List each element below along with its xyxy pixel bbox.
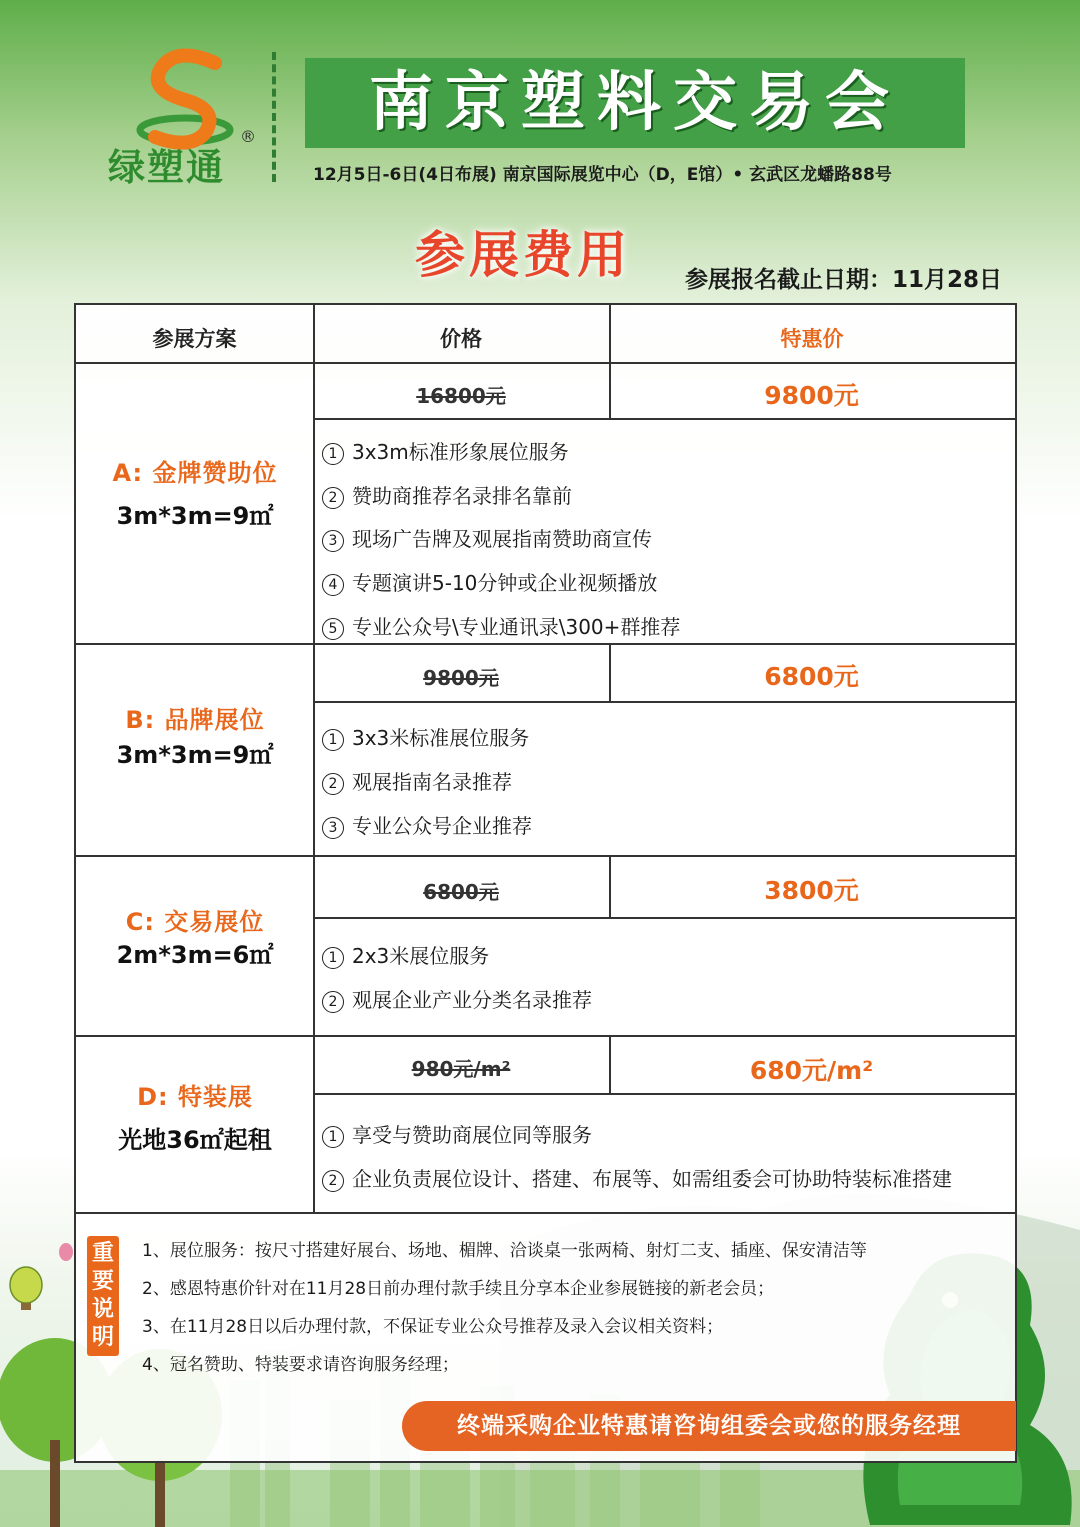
notes-badge-char: 要: [91, 1269, 114, 1294]
notes-badge: [87, 1236, 119, 1356]
plan-c-original-price: 6800元: [423, 880, 499, 904]
plan-b-special-price: 6800元: [764, 662, 859, 691]
logo-text: 绿塑通: [108, 146, 225, 189]
balloon-icon: [6, 1240, 76, 1315]
plan-a-name: A: 金牌赞助位: [112, 459, 278, 487]
registration-deadline: 参展报名截止日期：11月28日: [685, 267, 1003, 293]
list-item: 1 2x3米展位服务: [322, 940, 489, 969]
table-divider: [76, 1212, 1015, 1214]
list-item: 3 专业公众号企业推荐: [322, 810, 532, 839]
plan-d-name: D: 特装展: [137, 1083, 253, 1111]
plan-a-special-price: 9800元: [764, 381, 859, 410]
table-divider: [313, 917, 1015, 919]
table-divider: [76, 643, 1015, 645]
plan-c-special-price: 3800元: [764, 876, 859, 905]
list-item: 2 企业负责展位设计、搭建、布展等、如需组委会可协助特装标准搭建: [322, 1163, 952, 1192]
header-special-price: 特惠价: [780, 327, 844, 351]
fees-title: 参展费用: [415, 226, 631, 284]
cta-text: 终端采购企业特惠请咨询组委会或您的服务经理: [457, 1413, 961, 1439]
table-divider: [76, 362, 1015, 364]
notes-badge-char: 重: [91, 1241, 114, 1266]
list-item: 2 赞助商推荐名录排名靠前: [322, 480, 572, 509]
registered-mark: ®: [240, 127, 256, 146]
plan-c-size: 2m*3m=6㎡: [116, 941, 274, 969]
plan-b-size: 3m*3m=9㎡: [116, 741, 274, 769]
plan-d-size: 光地36㎡起租: [118, 1126, 272, 1154]
plan-d-special-price: 680元/m²: [749, 1056, 874, 1085]
list-item: 1 3x3m标准形象展位服务: [322, 436, 569, 465]
notes-badge-char: 说: [91, 1297, 114, 1322]
table-divider: [76, 1035, 1015, 1037]
table-divider: [76, 855, 1015, 857]
page-title: 南京塑料交易会: [369, 66, 901, 140]
list-item: 2 观展指南名录推荐: [322, 766, 512, 795]
plan-a-size: 3m*3m=9㎡: [116, 502, 274, 530]
plan-d-original-price: 980元/m²: [411, 1057, 511, 1081]
plan-b-original-price: 9800元: [423, 666, 499, 690]
list-item: 2 观展企业产业分类名录推荐: [322, 984, 592, 1013]
note-item: 3、在11月28日以后办理付款，不保证专业公众号推荐及录入会议相关资料；: [142, 1317, 724, 1337]
table-divider: [313, 418, 1015, 420]
plan-b-name: B: 品牌展位: [125, 706, 265, 734]
header-price: 价格: [440, 327, 482, 351]
note-item: 4、冠名赞助、特装要求请咨询服务经理；: [142, 1355, 459, 1375]
note-item: 1、展位服务：按尺寸搭建好展台、场地、楣牌、洽谈桌一张两椅、射灯二支、插座、保安清洁等: [142, 1241, 867, 1261]
list-item: 1 享受与赞助商展位同等服务: [322, 1119, 592, 1148]
plan-c-name: C: 交易展位: [125, 908, 265, 936]
header-divider: [272, 52, 276, 182]
event-info: 12月5日-6日(4日布展) 南京国际展览中心（D，E馆）• 玄武区龙蟠路88号: [313, 165, 892, 185]
list-item: 3 现场广告牌及观展指南赞助商宣传: [322, 523, 652, 552]
list-item: 4 专题演讲5-10分钟或企业视频播放: [322, 567, 657, 596]
table-divider: [313, 1093, 1015, 1095]
note-item: 2、感恩特惠价针对在11月28日前办理付款手续且分享本企业参展链接的新老会员；: [142, 1279, 775, 1299]
notes-badge-char: 明: [91, 1325, 114, 1350]
list-item: 1 3x3米标准展位服务: [322, 722, 529, 751]
table-divider: [313, 701, 1015, 703]
plan-a-original-price: 16800元: [416, 384, 506, 408]
list-item: 5 专业公众号\专业通讯录\300+群推荐: [322, 611, 680, 640]
header-plan: 参展方案: [152, 327, 237, 351]
